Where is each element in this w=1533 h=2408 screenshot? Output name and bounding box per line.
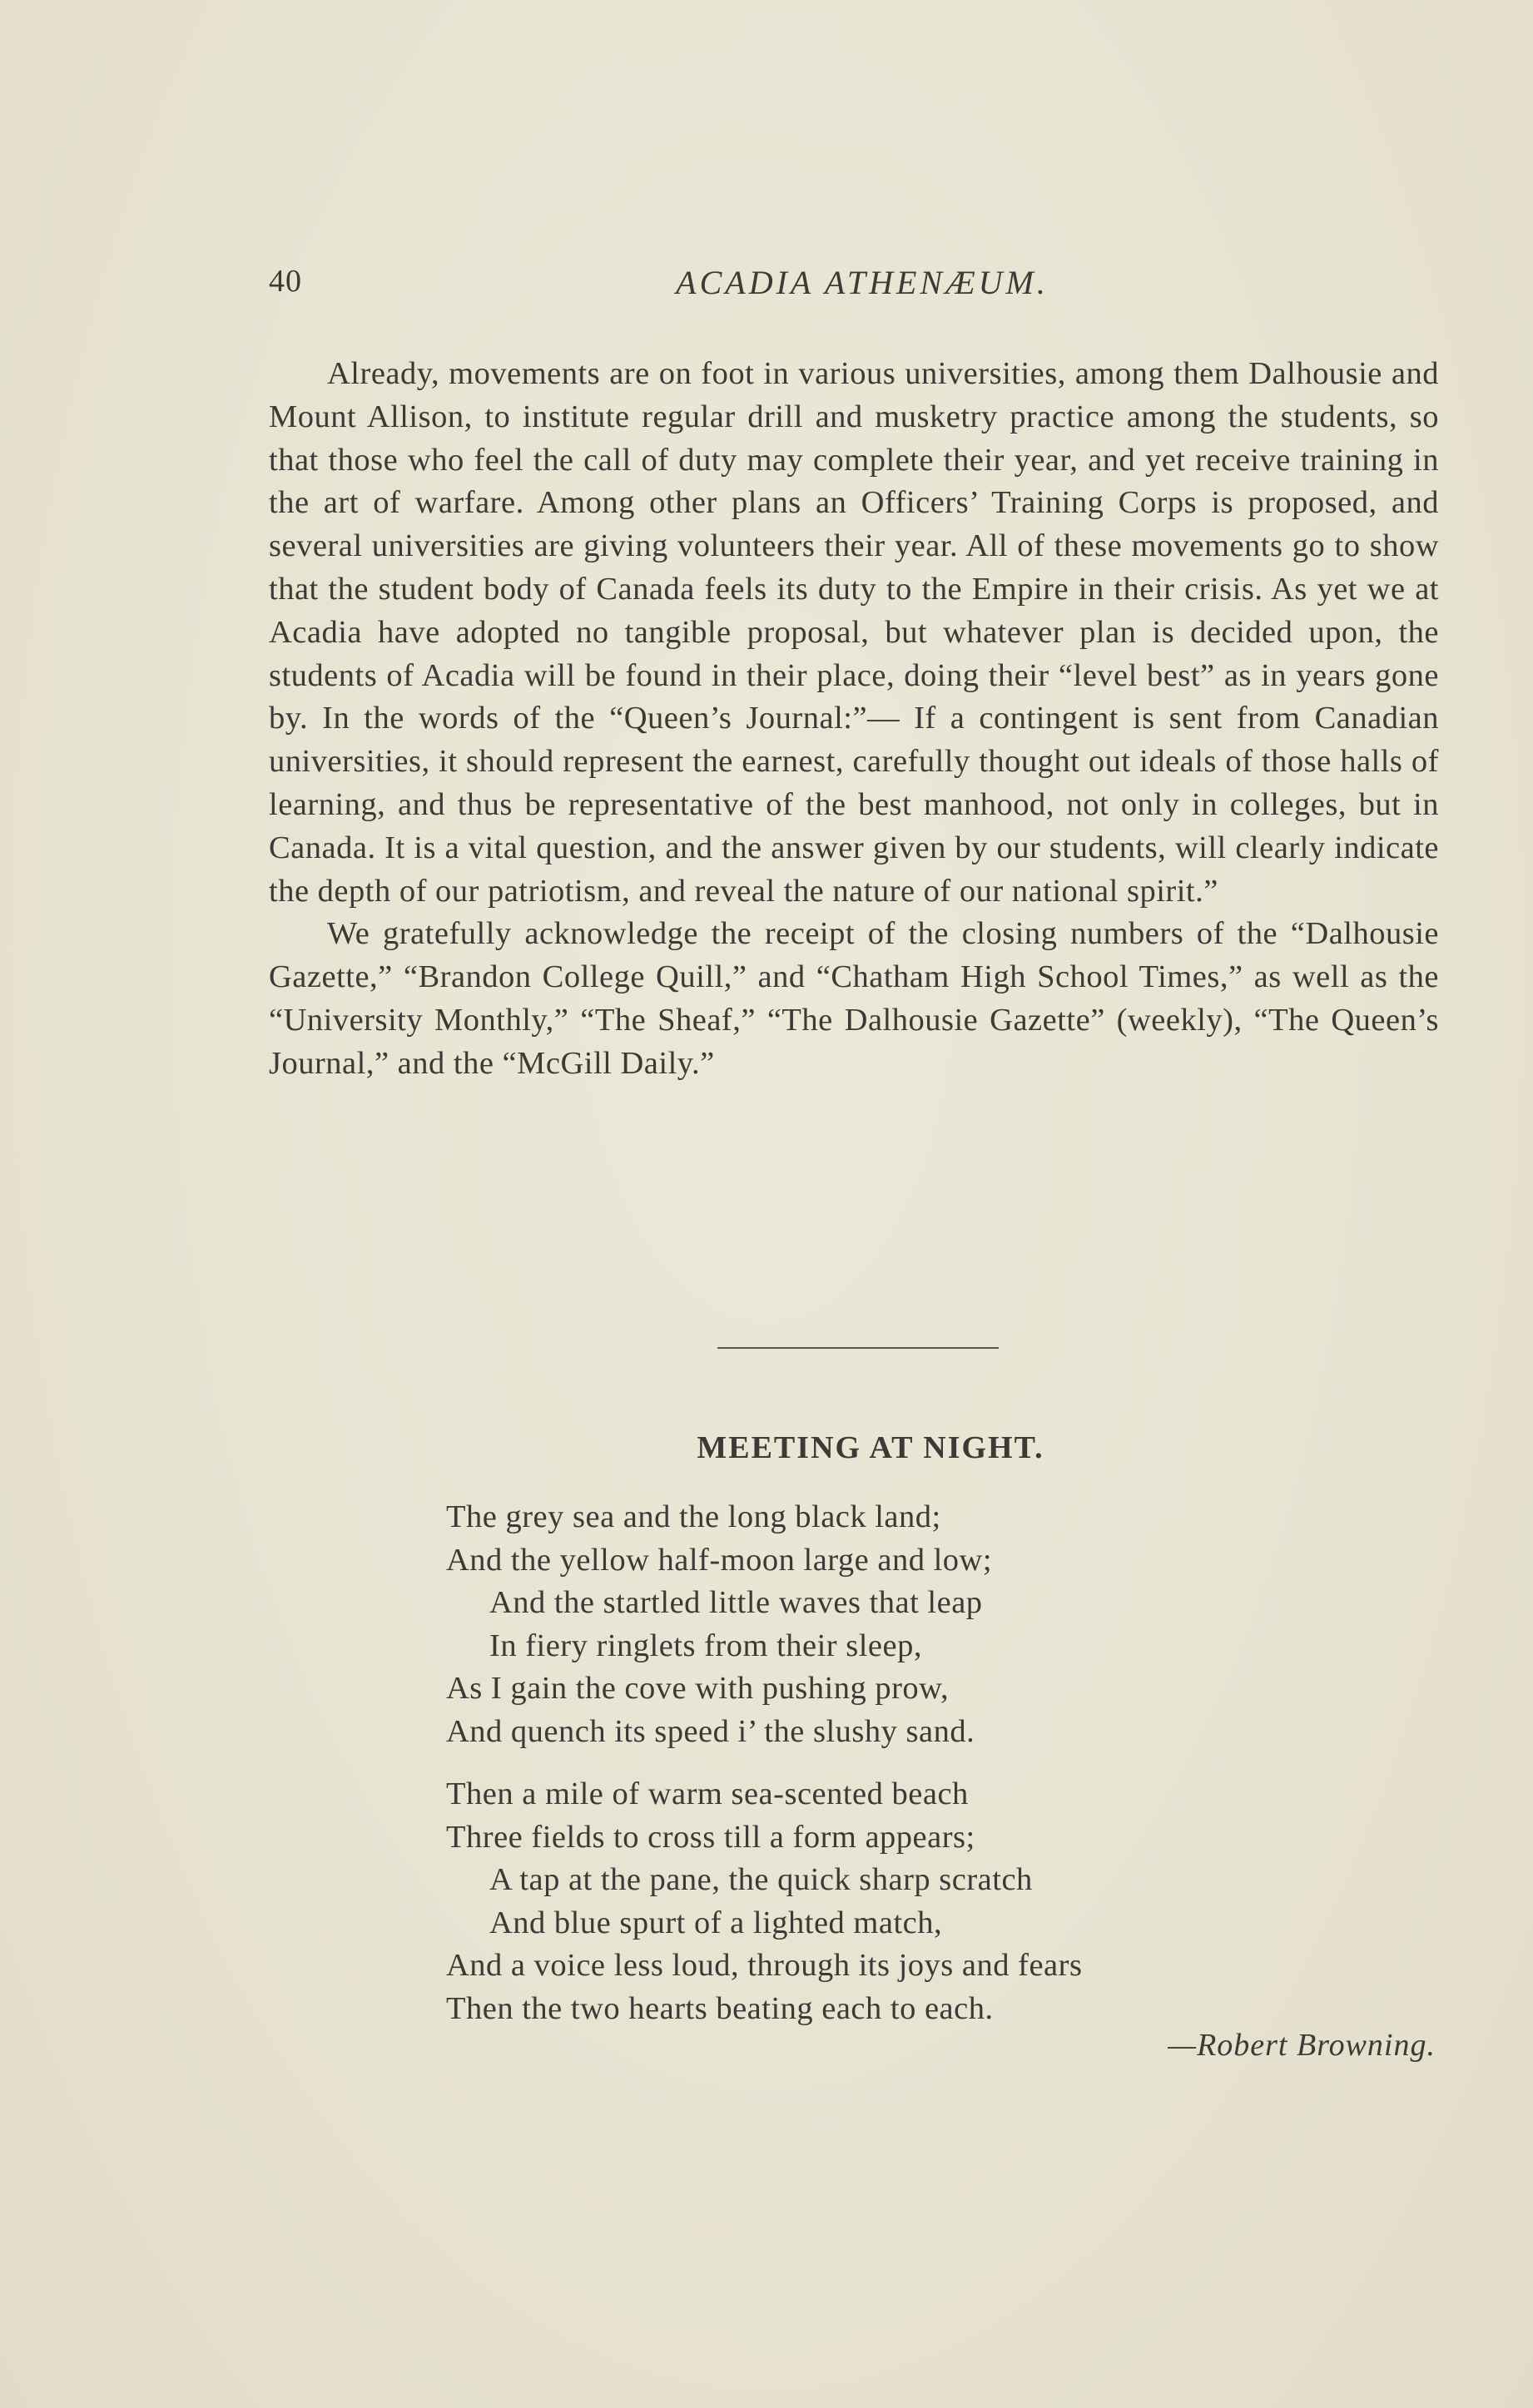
poem-line: And the startled little waves that leap [489,1585,983,1620]
paragraph-military-training: Already, movements are on foot in various universities, among them Dalhousie and Mount Allison, to institute regular drill and musketry practice among the students, so that those who feel the call of duty may complete their year, and yet receive training in the art of warfare. Among other plans an Officers’ Training Corps is proposed, and several universities are giving volunteers their year. All of these movements go to show that the student body of Canada feels its duty to the Empire in their crisis. As yet we at Acadia have adopted no tangible proposal, but whatever plan is decided upon, the students of Acadia will be found in their place, doing their “level best” as in years gone by. In the words of the “Queen’s Journal:”— If a contingent is sent from Canadian universities, it should represent the earnest, carefully thought out ideals of those halls of learning, and thus be representative of the best manhood, not only in colleges, but in Canada. It is a vital question, and the answer given by our students, will clearly indicate the depth of our patriotism, and reveal the nature of our national spirit.” [269,356,1439,909]
poem-attribution: —Robert Browning. [1168,2028,1436,2063]
section-divider [717,1347,999,1349]
poem-line: A tap at the pane, the quick sharp scratch [489,1862,1033,1897]
poem-line: Then a mile of warm sea-scented beach [446,1776,969,1811]
poem-line: And a voice less loud, through its joys and fears [446,1948,1083,1983]
poem-title: MEETING AT NIGHT. [697,1430,1044,1465]
poem-line: And blue spurt of a lighted match, [489,1905,943,1940]
poem-line: The grey sea and the long black land; [446,1499,941,1534]
running-title: ACADIA ATHENÆUM. [676,264,1049,301]
poem-stanza-2 [446,1773,1445,2030]
page-number: 40 [269,264,302,299]
poem-line: And quench its speed i’ the slushy sand. [446,1713,975,1749]
article-body [269,353,1439,1086]
paragraph-acknowledgements: We gratefully acknowledge the receipt of the closing numbers of the “Dalhousie Gazette,” “Brandon College Quill,” and “Chatham High School Times,” as well as the “University Monthly,” “The Sheaf,” “The Dalhousie Gazette” (weekly), “The Queen’s Journal,” and the “McGill Daily.” [269,916,1439,1081]
page-header [269,263,1439,313]
poem-line: Three fields to cross till a form appears; [446,1819,975,1855]
poem-line: And the yellow half-moon large and low; [446,1542,993,1578]
poem-line: As I gain the cove with pushing prow, [446,1671,950,1706]
poem-line: Then the two hearts beating each to each. [446,1990,994,2026]
poem-stanza-1 [446,1496,1445,1753]
poem [446,1496,1445,2050]
poem-line: In fiery ringlets from their sleep, [489,1628,922,1663]
